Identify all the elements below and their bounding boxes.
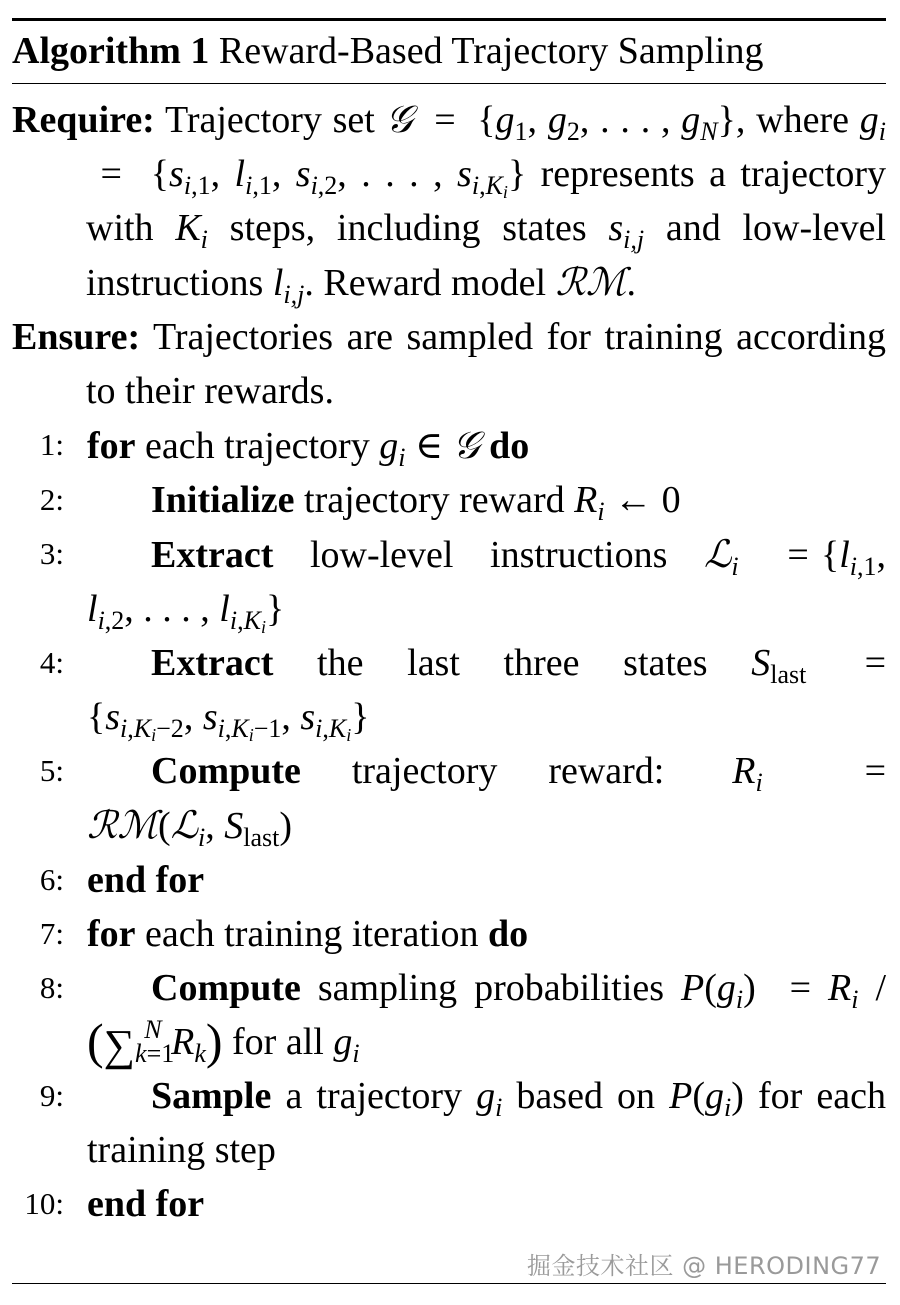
line-number: 5: bbox=[39, 753, 64, 788]
algorithm-line-2: 2: Initialize trajectory reward $R_i$ ← 0 bbox=[12, 473, 886, 527]
algorithm-box bbox=[12, 18, 886, 1231]
line-number: 7: bbox=[39, 916, 64, 951]
algorithm-line-10: 10: end for bbox=[12, 1177, 886, 1231]
line-number: 8: bbox=[39, 970, 64, 1005]
watermark: 掘金技术社区 @ HERODING77 bbox=[527, 1252, 882, 1280]
line-number: 3: bbox=[39, 536, 64, 571]
algorithm-line-8: 8: Compute sampling probabilities $P(g_i) = R_i / (\sum_{k=1}^N$ $R_k$) for all $g_i$ bbox=[12, 961, 886, 1069]
algorithm-caption bbox=[12, 21, 886, 77]
algorithm-line-7: 7: for each training iteration do bbox=[12, 907, 886, 961]
require-clause: Require: Trajectory set 𝒢 = {$g_1$, $g_2$, . . . , $g_N$}, where $g_i = \{s_{i,1}$, $l_{i,1}$, $s_{i,2}$, . . . , $s_{i,K_i}$} represents a trajectory with $K_i$ steps, including states $s_{i,j}$ and low-level instructions $l_{i,j}$. Reward model ℛℳ. bbox=[12, 97, 887, 309]
algorithm-line-4: 4: Extract the last three states $S_{last}$ = {$s_{i,K_i-2}$, $s_{i,K_i-1}$, $s_{i,K_i}$} bbox=[12, 636, 886, 744]
algorithm-line-6: 6: end for bbox=[12, 853, 886, 907]
ensure-keyword: Ensure: bbox=[12, 316, 141, 358]
bottom-rule bbox=[12, 1283, 886, 1284]
ensure-clause bbox=[12, 310, 886, 418]
line-number: 10: bbox=[24, 1186, 64, 1221]
line-number: 9: bbox=[39, 1078, 64, 1113]
algorithm-line-9: 9: Sample a trajectory $g_i$ based on $P(g_i)$ for each training step bbox=[12, 1069, 886, 1177]
require-keyword: Require: bbox=[12, 99, 155, 141]
algorithm-title: Reward-Based Trajectory Sampling bbox=[218, 30, 764, 72]
ensure-text: Trajectories are sampled for training according to their rewards. bbox=[86, 316, 886, 412]
line-number: 1: bbox=[39, 427, 64, 462]
algorithm-line-3: 3: Extract low-level instructions ℒ$_i$ = {$l_{i,1}$, $l_{i,2}$, . . . , $l_{i,K_i}$} bbox=[12, 527, 886, 636]
line-number: 4: bbox=[39, 645, 64, 680]
caption-rule bbox=[12, 83, 886, 84]
algorithm-line-1: 1: for each trajectory $g_i$ ∈ 𝒢 do bbox=[12, 418, 886, 473]
line-number: 6: bbox=[39, 862, 64, 897]
line-number: 2: bbox=[39, 482, 64, 517]
algorithm-line-5: 5: Compute trajectory reward: $R_i$ = ℛℳ(ℒ$_i$, $S_{last}$) bbox=[12, 744, 886, 853]
algorithm-label: Algorithm 1 bbox=[12, 30, 210, 72]
